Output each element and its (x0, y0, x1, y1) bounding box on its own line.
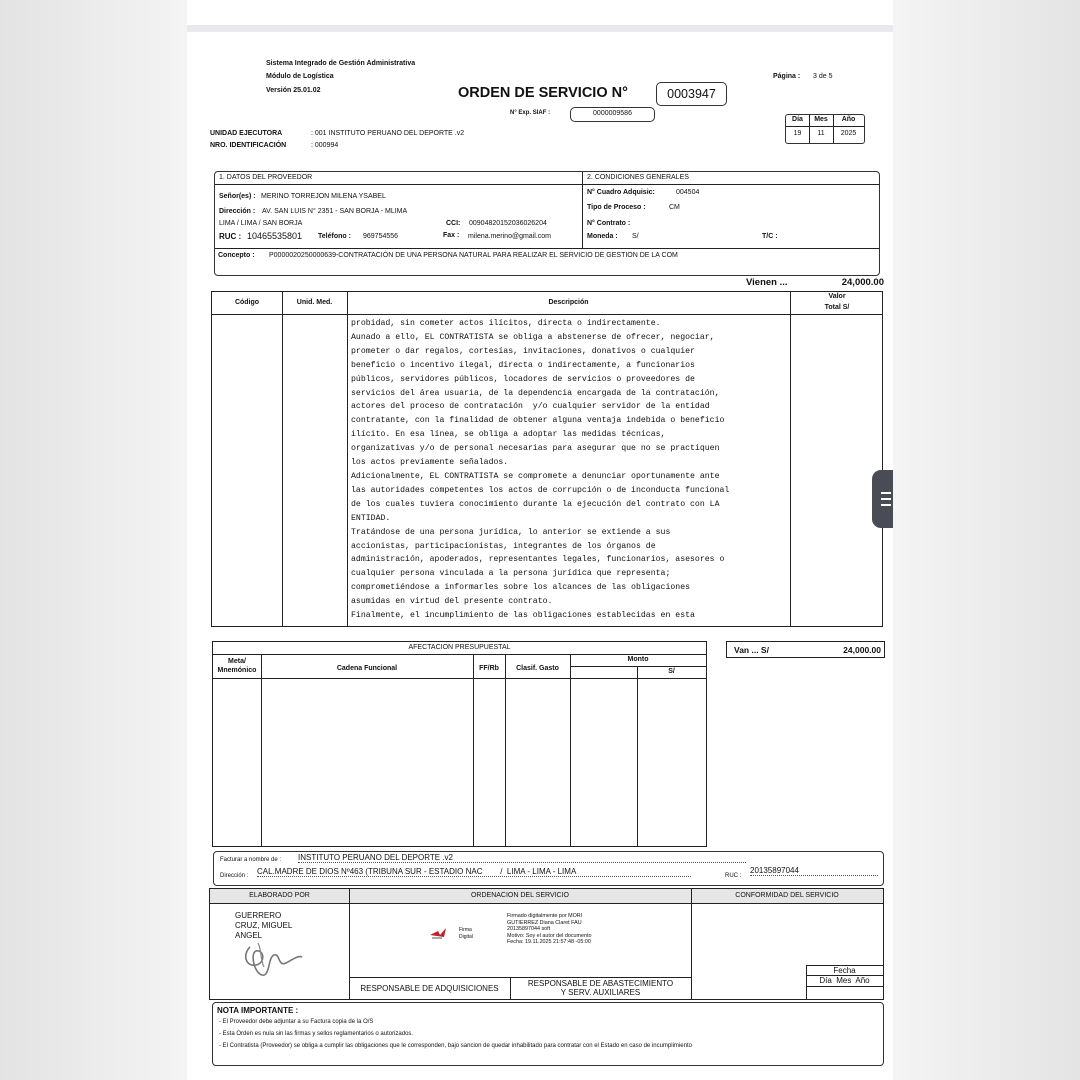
resp-abastecimiento-2: Y SERV. AUXILIARES (560, 988, 641, 997)
firma-digital-text: Firma Digital (459, 927, 473, 940)
description-line: Adicionalmente, EL CONTRATISTA se compromete a denunciar oportunamente ante (351, 471, 720, 481)
fax-label: Fax : (443, 232, 460, 239)
description-line: asumidas en virtud del presente contrato. (351, 597, 553, 607)
ruc-value: 10465535801 (247, 231, 303, 241)
ruc-label: RUC : (219, 232, 242, 241)
col-valor: Valor (828, 293, 846, 300)
billing-address-value: CAL.MADRE DE DIOS Nº463 (TRIBUNA SUR - ESTADIO NAC / LIMA - LIMA - LIMA (257, 867, 691, 877)
description-line: Aunado a ello, EL CONTRATISTA se obliga a abstenerse de ofrecer, negociar, (351, 332, 715, 342)
col-monto: Monto (627, 656, 649, 663)
note-title: NOTA IMPORTANTE : (217, 1006, 299, 1015)
concepto-label: Concepto : (218, 252, 255, 259)
description-line: comprometiéndose a informarles sobre los alcances de las obligaciones (351, 583, 691, 593)
telefono-value: 969754556 (363, 233, 399, 240)
description-line: Tratándose de una persona jurídica, lo anterior se extiende a sus (351, 527, 671, 537)
conditions-section-title: 2. CONDICIONES GENERALES (587, 174, 689, 181)
nro-identificacion-label: NRO. IDENTIFICACIÓN (210, 142, 287, 149)
fecha-cols: Día Mes Año (819, 976, 870, 985)
direccion-value: AV. SAN LUIS N° 2351 - SAN BORJA - MLIMA (262, 208, 408, 215)
pagina-value: 3 de 5 (813, 73, 833, 80)
fecha-label: Fecha (833, 966, 856, 975)
date-header-year: Año (841, 116, 856, 123)
signatures-box (209, 888, 884, 1000)
ubicacion-value: LIMA / LIMA / SAN BORJA (219, 220, 303, 227)
budget-title: AFECTACION PRESUPUESTAL (408, 644, 511, 651)
moneda-value: S/ (632, 233, 639, 240)
description-line: ENTIDAD. (351, 513, 391, 523)
col-soles: S/ (668, 668, 675, 675)
document-page (187, 32, 893, 1080)
document-number-box (656, 82, 727, 106)
description-line: actores del proceso de contratación y/o cualquier servidor de la entidad (351, 402, 710, 412)
telefono-label: Teléfono : (318, 233, 351, 240)
description-line: Finalmente, el incumplimiento de las obligaciones establecidas en esta (351, 611, 695, 621)
moneda-label: Moneda : (587, 233, 618, 240)
billing-ruc-label: RUC : (725, 873, 742, 879)
description-line: las autoridades competentes los actos de corrupción o de inconducta funcional (351, 485, 730, 495)
description-line: públicos, servidores públicos, locadores de servicios o proveedores de (351, 374, 695, 384)
tipo-proceso-label: Tipo de Proceso : (587, 204, 646, 211)
conformidad-title: CONFORMIDAD DEL SERVICIO (735, 892, 839, 899)
document-number: 0003947 (667, 87, 716, 101)
van-value: 24,000.00 (843, 645, 881, 655)
version-label: Versión 25.01.02 (266, 87, 321, 94)
senor-value: MERINO TORREJON MILENA YSABEL (261, 193, 386, 200)
description-line: beneficio o incentivo ilegal, directa o indirectamente, a funcionarios (351, 360, 695, 370)
backdrop-left (0, 0, 187, 1080)
col-valor-total: Total S/ (824, 304, 850, 311)
resp-adquisiciones: RESPONSABLE DE ADQUISICIONES (360, 984, 499, 993)
cci-value: 00904820152036026204 (469, 220, 547, 227)
direccion-label: Dirección : (219, 208, 256, 215)
description-text (351, 317, 729, 623)
col-meta: Meta/ (228, 658, 246, 665)
col-mnemonico: Mnemónico (217, 667, 257, 674)
ordenacion-title: ORDENACION DEL SERVICIO (470, 892, 570, 899)
description-line: prometer o dar regalos, cortesías, invitaciones, donativos o cualquier (351, 346, 695, 356)
note-box (212, 1002, 884, 1066)
date-month: 11 (817, 130, 825, 137)
billing-ruc-value: 20135897044 (750, 866, 878, 876)
date-header-month: Mes (814, 116, 828, 123)
unidad-ejecutora-label: UNIDAD EJECUTORA (210, 130, 283, 137)
unidad-ejecutora-value: : 001 INSTITUTO PERUANO DEL DEPORTE .v2 (311, 130, 465, 137)
page-gap (187, 25, 893, 32)
description-line: de los cuales tuviera conocimiento durante la ejecución del contrato con LA (351, 499, 720, 509)
vienen-label: Vienen ... (746, 277, 788, 288)
elaborado-title: ELABORADO POR (249, 892, 310, 899)
provider-conditions-box (214, 171, 880, 276)
billing-address-label: Dirección : (220, 873, 249, 879)
billing-name-label: Facturar a nombre de : (220, 857, 282, 863)
description-line: cualquier persona vinculada a la persona jurídica que representa; (351, 569, 671, 579)
van-box (726, 641, 885, 658)
col-ff-rb: FF/Rb (479, 665, 499, 672)
firma-digital-logo (428, 925, 473, 946)
handwritten-signature (240, 937, 305, 979)
date-header-day: Día (792, 116, 803, 123)
cuadro-adquisic-value: 004504 (676, 189, 700, 196)
cci-label: CCI: (446, 220, 461, 227)
firma-digital-icon (428, 925, 454, 941)
backdrop-right (893, 0, 1080, 1080)
exp-siaf-box (570, 107, 655, 122)
note-line-2: - Esta Orden es nula sin las firmas y sellos reglamentarios o autorizados. (219, 1031, 414, 1037)
resp-abastecimiento-1: RESPONSABLE DE ABASTECIMIENTO (527, 979, 674, 988)
col-descripcion: Descripción (548, 299, 589, 306)
description-line: administración, apoderados, representantes legales, funcionarios, asesores o (351, 555, 725, 565)
pagina-label: Página : (773, 73, 801, 80)
concepto-value: P0000020250000639-CONTRATACIÓN DE UNA PERSONA NATURAL PARA REALIZAR EL SERVICIO DE GESTION DE LA COM (269, 252, 678, 259)
tipo-proceso-value: CM (669, 204, 680, 211)
provider-section-title: 1. DATOS DEL PROVEEDOR (219, 174, 313, 181)
handle-grip-line (881, 498, 891, 500)
col-codigo: Código (234, 299, 260, 306)
description-line: ilícito. En esa línea, se obliga a adoptar las medidas técnicas, (351, 430, 666, 440)
nro-identificacion-value: : 000994 (311, 142, 339, 149)
document-title: ORDEN DE SERVICIO N° (458, 85, 628, 101)
exp-siaf-label: N° Exp. SIAF : (510, 110, 551, 116)
contrato-label: N° Contrato : (587, 220, 631, 227)
side-panel-handle[interactable] (872, 470, 893, 528)
col-cadena-funcional: Cadena Funcional (336, 665, 398, 672)
items-table (211, 291, 883, 627)
senor-label: Señor(es) : (219, 193, 256, 200)
date-year: 2025 (840, 130, 857, 137)
col-clasif-gasto: Clasif. Gasto (516, 665, 559, 672)
description-line: accionistas, participacionistas, integrantes de los órganos de (351, 541, 656, 551)
budget-table (212, 641, 707, 847)
description-line: organizativas y/o de personal necesarias para asegurar que no se practiquen (351, 444, 720, 454)
handle-grip-line (881, 492, 891, 494)
date-box (785, 114, 865, 144)
system-name: Sistema Integrado de Gestión Administrativa (266, 60, 416, 67)
description-line: los actos previamente señalados. (351, 458, 509, 468)
digital-signature-info: Firmado digitalmente por MORI GUTIERREZ Diana Claret FAU 20135897044 soft Motivo: Soy el autor del documento Fecha: 19.11.2025 21:57:48 -05:00 (507, 913, 592, 945)
fax-value: milena.merino@gmail.com (468, 233, 551, 240)
van-label: Van ... S/ (734, 645, 769, 655)
description-line: probidad, sin cometer actos ilícitos, directa o indirectamente. (351, 319, 661, 328)
billing-name-value: INSTITUTO PERUANO DEL DEPORTE .v2 (298, 853, 746, 863)
module-name: Módulo de Logística (266, 73, 334, 80)
elaborado-name: GUERRERO CRUZ, MIGUEL ANGEL (235, 911, 293, 940)
description-line: servicios del área usuaria, de la dependencia encargada de la contratación, (351, 388, 720, 398)
previous-page-bottom (187, 0, 893, 25)
note-line-3: - El Contratista (Proveedor) se obliga a cumplir las obligaciones que le corresponden, bajo sancion de quedar inhabilitado para contratar con el Estado en caso de incumplimiento (219, 1043, 692, 1049)
description-line: contratante, con la finalidad de obtener alguna ventaja indebida o beneficio (351, 416, 725, 426)
note-line-1: - El Proveedor debe adjuntar a su Factura copia de la O/S (219, 1019, 374, 1025)
vienen-value: 24,000.00 (841, 277, 884, 288)
cuadro-adquisic-label: N° Cuadro Adquisic: (587, 189, 655, 196)
date-day: 19 (793, 130, 802, 137)
tc-label: T/C : (762, 233, 778, 240)
billing-box (213, 851, 884, 886)
handle-grip-line (881, 504, 891, 506)
exp-siaf-value: 0000009586 (593, 110, 632, 117)
col-unid-med: Unid. Med. (296, 299, 333, 306)
